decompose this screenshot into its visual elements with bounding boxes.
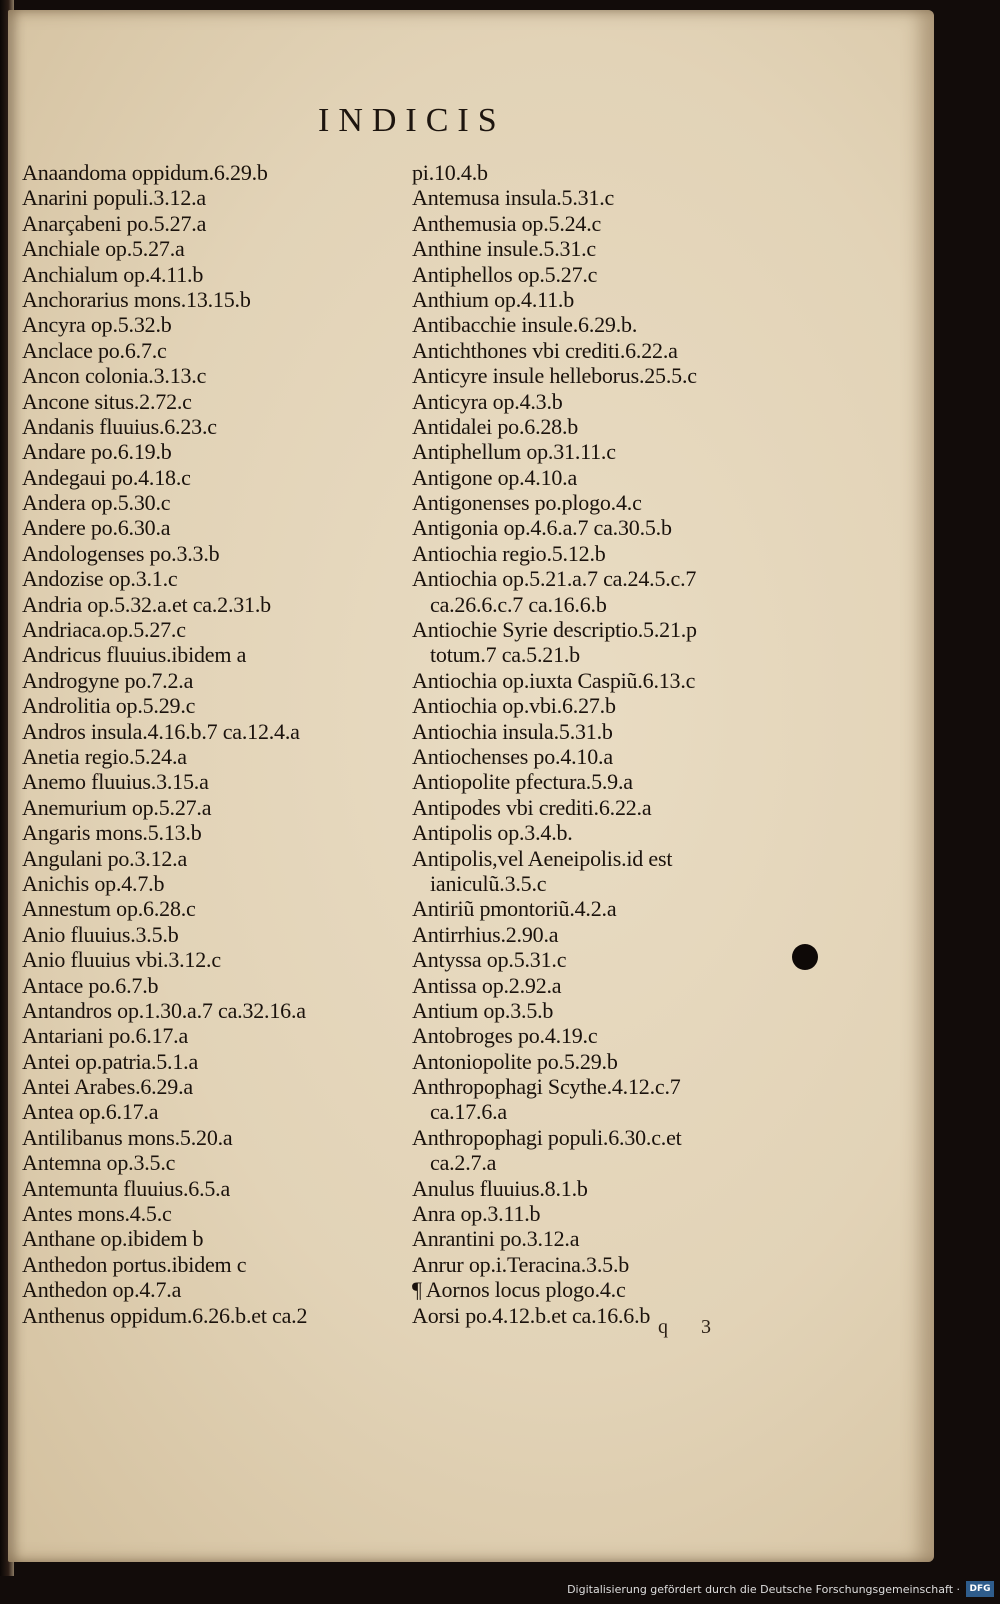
index-entry: Anthropophagi populi.6.30.c.et — [412, 1124, 682, 1150]
index-entry: Andanis fluuius.6.23.c — [22, 413, 217, 439]
index-entry: Antigone op.4.10.a — [412, 464, 578, 490]
index-entry: Anichis op.4.7.b — [22, 870, 165, 896]
index-entry: Antemna op.3.5.c — [22, 1150, 176, 1176]
index-entry: Antariani po.6.17.a — [22, 1023, 189, 1049]
index-entry: Antigonia op.4.6.a.7 ca.30.5.b — [412, 515, 672, 541]
index-entry: Antyssa op.5.31.c — [412, 947, 567, 973]
index-entry: Antiochia op.vbi.6.27.b — [412, 693, 616, 719]
index-entry: Antipodes vbi crediti.6.22.a — [412, 794, 652, 820]
index-entry: Antigonenses po.plogo.4.c — [412, 490, 642, 516]
index-entry: Andozise op.3.1.c — [22, 566, 178, 592]
index-entry: Annestum op.6.28.c — [22, 896, 196, 922]
index-entry: Anchorarius mons.13.15.b — [22, 286, 251, 312]
digitization-footer — [0, 1576, 1000, 1604]
index-entry: Anulus fluuius.8.1.b — [412, 1175, 588, 1201]
index-entry: Andere po.6.30.a — [22, 515, 171, 541]
index-entry: Antidalei po.6.28.b — [412, 413, 579, 439]
index-entry: Anchiale op.5.27.a — [22, 236, 185, 262]
index-entry: Angulani po.3.12.a — [22, 845, 188, 871]
index-entry: Antei op.patria.5.1.a — [22, 1048, 199, 1074]
index-entry: Antipolis op.3.4.b. — [412, 820, 573, 846]
index-entry: Antiochia op.5.21.a.7 ca.24.5.c.7 — [412, 566, 697, 592]
index-entry: Antemunta fluuius.6.5.a — [22, 1175, 231, 1201]
index-entry: Ancon colonia.3.13.c — [22, 363, 207, 389]
running-head: INDICIS — [318, 102, 506, 139]
index-entry: Antei Arabes.6.29.a — [22, 1074, 193, 1100]
index-entry: Antissa op.2.92.a — [412, 972, 562, 998]
index-entry: ca.26.6.c.7 ca.16.6.b — [430, 591, 607, 617]
index-entry: Antibacchie insule.6.29.b. — [412, 312, 638, 338]
index-entry: Andegaui po.4.18.c — [22, 464, 191, 490]
index-entry: Anrur op.i.Teracina.3.5.b — [412, 1251, 630, 1277]
index-entry: Antipolis,vel Aeneipolis.id est — [412, 845, 673, 871]
index-entry: Andera op.5.30.c — [22, 490, 171, 516]
index-entry: Antirrhius.2.90.a — [412, 921, 559, 947]
index-entry: Antichthones vbi crediti.6.22.a — [412, 337, 678, 363]
index-entry: Antiopolite pfectura.5.9.a — [412, 769, 633, 795]
index-entry: Andria op.5.32.a.et ca.2.31.b — [22, 591, 271, 617]
book-page — [8, 10, 934, 1562]
index-entry: Anchialum op.4.11.b — [22, 261, 204, 287]
index-entry: Anthemusia op.5.24.c — [412, 210, 602, 236]
index-entry: Anticyre insule helleborus.25.5.c — [412, 363, 697, 389]
index-entry: Anthine insule.5.31.c — [412, 236, 596, 262]
index-entry: Anthedon portus.ibidem c — [22, 1251, 247, 1277]
index-entry: Antium op.3.5.b — [412, 997, 554, 1023]
index-entry: Antoniopolite po.5.29.b — [412, 1048, 618, 1074]
index-entry: Andros insula.4.16.b.7 ca.12.4.a — [22, 718, 300, 744]
index-entry: Antemusa insula.5.31.c — [412, 185, 615, 211]
index-entry: Andare po.6.19.b — [22, 439, 172, 465]
index-entry: Anaandoma oppidum.6.29.b — [22, 160, 268, 185]
index-entry: Ancyra op.5.32.b — [22, 312, 172, 338]
index-entry: Antiriũ pmontoriũ.4.2.a — [412, 896, 617, 922]
index-entry: Antiphellum op.31.11.c — [412, 439, 616, 465]
index-entry: Anemo fluuius.3.15.a — [22, 769, 209, 795]
index-entry: Antes mons.4.5.c — [22, 1201, 172, 1227]
index-entry: Anthedon op.4.7.a — [22, 1277, 182, 1303]
index-entry: Anticyra op.4.3.b — [412, 388, 563, 414]
index-entry: Andricus fluuius.ibidem a — [22, 642, 247, 668]
index-entry: totum.7 ca.5.21.b — [430, 642, 580, 668]
index-entry: Anthane op.ibidem b — [22, 1226, 204, 1252]
index-entry: Antiochia insula.5.31.b — [412, 718, 613, 744]
index-entry: Antandros op.1.30.a.7 ca.32.16.a — [22, 997, 306, 1023]
index-entry: Androlitia op.5.29.c — [22, 693, 196, 719]
index-column-left — [22, 160, 412, 1328]
index-entry: Anarini populi.3.12.a — [22, 185, 206, 211]
index-entry: Antiochia regio.5.12.b — [412, 540, 606, 566]
index-entry: Antea op.6.17.a — [22, 1099, 159, 1125]
index-entry: ¶ Aornos locus plogo.4.c — [412, 1277, 626, 1303]
signature-mark: q 3 — [658, 1316, 725, 1338]
index-entry: Anemurium op.5.27.a — [22, 794, 212, 820]
index-entry: Ancone situs.2.72.c — [22, 388, 192, 414]
index-entry: Anclace po.6.7.c — [22, 337, 167, 363]
index-entry: Antiochia op.iuxta Caspiũ.6.13.c — [412, 667, 696, 693]
index-entry: Anrantini po.3.12.a — [412, 1226, 580, 1252]
index-entry: Anio fluuius vbi.3.12.c — [22, 947, 221, 973]
index-entry: Anetia regio.5.24.a — [22, 743, 187, 769]
index-entry: Antiphellos op.5.27.c — [412, 261, 598, 287]
index-entry: Andologenses po.3.3.b — [22, 540, 220, 566]
index-entry: ca.2.7.a — [430, 1150, 497, 1176]
index-entry: Anio fluuius.3.5.b — [22, 921, 179, 947]
index-entry: ianiculũ.3.5.c — [430, 870, 547, 896]
index-entry: Aorsi po.4.12.b.et ca.16.6.b — [412, 1302, 651, 1328]
index-entry: Anthium op.4.11.b — [412, 286, 575, 312]
index-entry: pi.10.4.b — [412, 160, 488, 185]
index-entry: Antobroges po.4.19.c — [412, 1023, 598, 1049]
index-entry: Anthropophagi Scythe.4.12.c.7 — [412, 1074, 681, 1100]
index-entry: Antiochenses po.4.10.a — [412, 743, 613, 769]
ink-blot — [792, 944, 818, 970]
index-entry: Anra op.3.11.b — [412, 1201, 541, 1227]
index-entry: Angaris mons.5.13.b — [22, 820, 202, 846]
index-entry: Antilibanus mons.5.20.a — [22, 1124, 233, 1150]
index-entry: Antiochie Syrie descriptio.5.21.p — [412, 617, 697, 643]
dfg-logo: DFG — [966, 1581, 994, 1597]
index-entry: Anthenus oppidum.6.26.b.et ca.2 — [22, 1302, 308, 1328]
footer-credit: Digitalisierung gefördert durch die Deutsche Forschungsgemeinschaft · — [567, 1583, 960, 1596]
index-entry: Antace po.6.7.b — [22, 972, 159, 998]
index-entry: Androgyne po.7.2.a — [22, 667, 194, 693]
index-entry: ca.17.6.a — [430, 1099, 507, 1125]
index-entry: Anarçabeni po.5.27.a — [22, 210, 207, 236]
index-entry: Andriaca.op.5.27.c — [22, 617, 186, 643]
index-column-right — [412, 160, 802, 1328]
